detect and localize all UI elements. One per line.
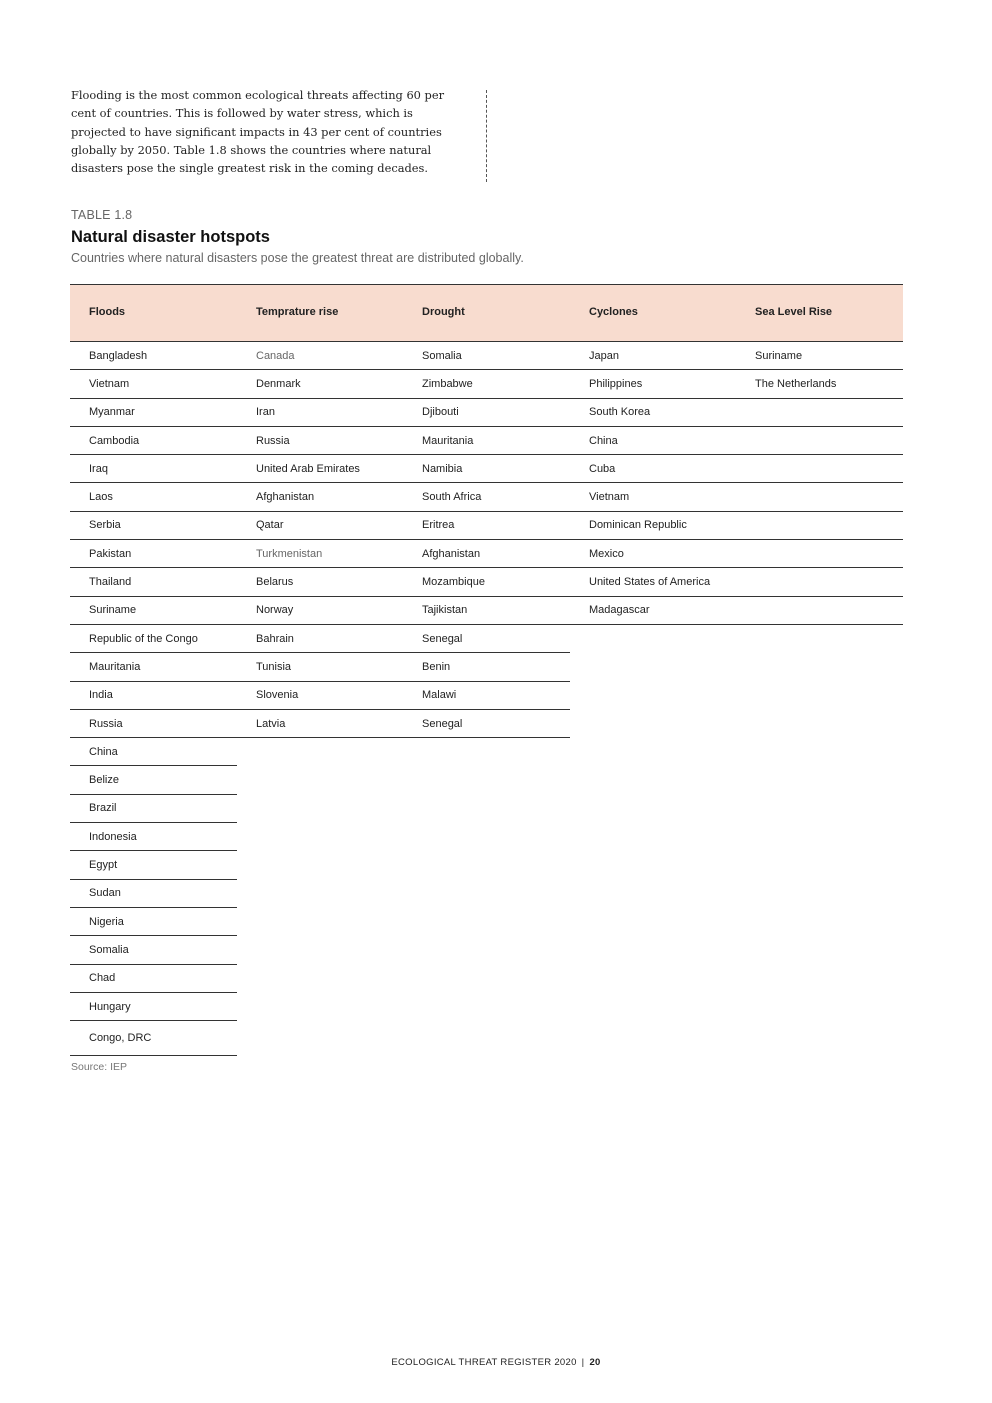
cell-drought-10: Senegal [403, 625, 570, 653]
table-label: TABLE 1.8 [71, 208, 133, 222]
cell-sea-level-rise-1: The Netherlands [736, 370, 903, 398]
footer-separator: | [581, 1357, 585, 1368]
cell-floods-17: Indonesia [70, 823, 237, 851]
cell-floods-16: Brazil [70, 795, 237, 823]
cell-temperature-rise-4: United Arab Emirates [237, 455, 403, 483]
cell-sea-level-rise-empty [736, 455, 903, 483]
cell-sea-level-rise-empty [736, 484, 903, 512]
cell-drought-2: Djibouti [403, 399, 570, 427]
cell-temperature-rise-7: Turkmenistan [237, 540, 403, 568]
header-drought: Drought [422, 306, 465, 318]
cell-floods-8: Thailand [70, 568, 237, 596]
cell-drought-6: Eritrea [403, 512, 570, 540]
cell-drought-9: Tajikistan [403, 597, 570, 625]
cell-floods-13: Russia [70, 710, 237, 738]
cell-floods-14: China [70, 738, 237, 766]
cell-drought-0: Somalia [403, 342, 570, 370]
cell-temperature-rise-3: Russia [237, 427, 403, 455]
cell-floods-2: Myanmar [70, 399, 237, 427]
cell-cyclones-5: Vietnam [570, 484, 736, 512]
cell-floods-22: Chad [70, 965, 237, 993]
header-cyclones: Cyclones [589, 306, 638, 318]
cell-drought-12: Malawi [403, 682, 570, 710]
cell-drought-4: Namibia [403, 455, 570, 483]
cell-sea-level-rise-empty [736, 427, 903, 455]
cell-temperature-rise-6: Qatar [237, 512, 403, 540]
cell-floods-9: Suriname [70, 597, 237, 625]
cell-floods-12: India [70, 682, 237, 710]
page-number: 20 [589, 1357, 601, 1368]
cell-floods-11: Mauritania [70, 653, 237, 681]
cell-floods-0: Bangladesh [70, 342, 237, 370]
cell-floods-18: Egypt [70, 851, 237, 879]
cell-drought-3: Mauritania [403, 427, 570, 455]
cell-drought-11: Benin [403, 653, 570, 681]
cell-cyclones-1: Philippines [570, 370, 736, 398]
cell-floods-5: Laos [70, 484, 237, 512]
header-floods: Floods [89, 306, 126, 318]
cell-drought-13: Senegal [403, 710, 570, 738]
footer-publication: ECOLOGICAL THREAT REGISTER 2020 [391, 1357, 577, 1368]
cell-floods-7: Pakistan [70, 540, 237, 568]
table-title: Natural disaster hotspots [71, 228, 270, 246]
cell-temperature-rise-13: Latvia [237, 710, 403, 738]
cell-temperature-rise-2: Iran [237, 399, 403, 427]
cell-cyclones-8: United States of America [570, 568, 736, 596]
cell-floods-19: Sudan [70, 880, 237, 908]
cell-sea-level-rise-empty [736, 540, 903, 568]
intro-paragraph: Flooding is the most common ecological threats affecting 60 per cent of countries. This is followed by water stress, which is projected to have significant impacts in 43 per cent of countries globally by 2050. Table 1.8 shows the countries where natural disasters pose the single greatest risk in the coming decades. [71, 88, 445, 176]
cell-sea-level-rise-0: Suriname [736, 342, 903, 370]
cell-floods-10: Republic of the Congo [70, 625, 237, 653]
cell-temperature-rise-8: Belarus [237, 568, 403, 596]
header-temperature-rise: Temprature rise [256, 306, 339, 318]
cell-temperature-rise-12: Slovenia [237, 682, 403, 710]
cell-temperature-rise-1: Denmark [237, 370, 403, 398]
cell-floods-20: Nigeria [70, 908, 237, 936]
cell-sea-level-rise-empty [736, 512, 903, 540]
page-footer [0, 1357, 992, 1368]
cell-temperature-rise-0: Canada [237, 342, 403, 370]
cell-floods-1: Vietnam [70, 370, 237, 398]
cell-sea-level-rise-empty [736, 399, 903, 427]
table-subtitle: Countries where natural disasters pose the greatest threat are distributed globally. [71, 251, 524, 265]
cell-cyclones-9: Madagascar [570, 597, 736, 625]
cell-temperature-rise-9: Norway [237, 597, 403, 625]
cell-floods-3: Cambodia [70, 427, 237, 455]
cell-cyclones-0: Japan [570, 342, 736, 370]
cell-floods-15: Belize [70, 767, 237, 795]
cell-sea-level-rise-empty [736, 568, 903, 596]
cell-floods-21: Somalia [70, 936, 237, 964]
cell-sea-level-rise-empty [736, 597, 903, 625]
cell-cyclones-3: China [570, 427, 736, 455]
cell-cyclones-2: South Korea [570, 399, 736, 427]
header-sea-level-rise: Sea Level Rise [755, 306, 833, 318]
cell-cyclones-6: Dominican Republic [570, 512, 736, 540]
cell-floods-24: Congo, DRC [70, 1021, 237, 1056]
intro-divider [486, 90, 487, 182]
cell-cyclones-7: Mexico [570, 540, 736, 568]
cell-drought-7: Afghanistan [403, 540, 570, 568]
table-source: Source: IEP [71, 1061, 128, 1073]
cell-floods-6: Serbia [70, 512, 237, 540]
cell-drought-8: Mozambique [403, 568, 570, 596]
cell-temperature-rise-10: Bahrain [237, 625, 403, 653]
cell-drought-5: South Africa [403, 484, 570, 512]
cell-drought-1: Zimbabwe [403, 370, 570, 398]
cell-cyclones-4: Cuba [570, 455, 736, 483]
cell-floods-4: Iraq [70, 455, 237, 483]
cell-temperature-rise-11: Tunisia [237, 653, 403, 681]
cell-floods-23: Hungary [70, 993, 237, 1021]
cell-temperature-rise-5: Afghanistan [237, 484, 403, 512]
